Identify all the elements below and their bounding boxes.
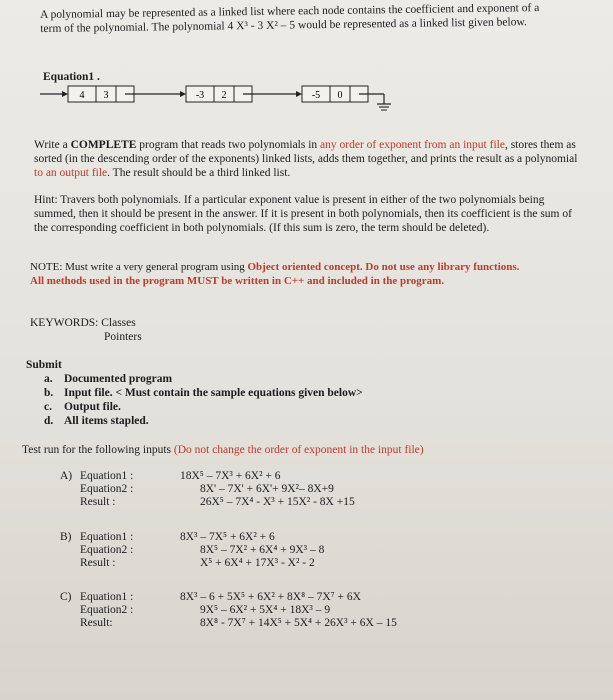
case-c-eq2: 9X⁵ – 6X² + 5X⁴ + 18X³ – 9	[200, 604, 331, 616]
test-case-a: A) Equation1 : 18X⁵ – 7X³ + 6X² + 6 Equation2 : 8X' – 7X' + 6X'+ 9X²– 8X+9 Result : 26X⁵ – 7X⁴ - X³ + 15X² - 8X +15	[60, 470, 355, 508]
case-b-eq2: 8X⁵ – 7X² + 6X⁴ + 9X³ – 8	[200, 544, 325, 556]
test-run-note: (Do not change the order of exponent in the input file)	[173, 444, 424, 456]
note-bold-2: All methods used in the program MUST be written in C++ and included in the program.	[30, 275, 445, 287]
diagram-label: Equation1 .	[43, 71, 100, 83]
hint-paragraph: Hint: Travers both polynomials. If a particular exponent value is present in either of the two polynomials being summed, then it should be present in the answer. If it is present in both polynomials, then its coefficient is the sum of the corresponding coefficient in both polynomials. (If this sum is zero, the term should be deleted).	[34, 194, 572, 234]
case-c-result: 8X⁸ - 7X⁷ + 14X⁵ + 5X⁴ + 26X³ + 6X – 15	[200, 617, 397, 629]
note-prefix: NOTE: Must write a very general program using	[30, 261, 248, 273]
task-paragraph	[34, 138, 579, 180]
task-seg-output-file: to an output file	[34, 167, 108, 179]
task-seg-input-file: any order of exponent from an input file	[320, 139, 505, 151]
note-bold-1: Object oriented concept. Do not use any library functions.	[247, 261, 520, 273]
case-a-eq1: 18X⁵ – 7X³ + 6X² + 6	[180, 470, 281, 482]
task-seg-3: program that reads two polynomials in	[136, 139, 321, 151]
task-seg-1: Write a	[34, 139, 71, 151]
task-seg-complete: COMPLETE	[70, 139, 137, 151]
keywords-label: KEYWORDS: Classes	[30, 317, 136, 329]
node-1-coef: 4	[79, 90, 85, 101]
case-c-eq1: 8X³ – 6 + 5X⁵ + 6X² + 8X⁸ – 7X⁷ + 6X	[180, 591, 361, 603]
list-item: c. Output file.	[44, 401, 121, 413]
node-2-coef: -3	[195, 90, 205, 101]
test-case-c: C) Equation1 : 8X³ – 6 + 5X⁵ + 6X² + 8X⁸ – 7X⁷ + 6X Equation2 : 9X⁵ – 6X² + 5X⁴ + 18X³ – 9 Result: 8X⁸ - 7X⁷ + 14X⁵ + 5X⁴ + 26X³ + 6X – 15	[60, 591, 397, 629]
intro-line-2: term of the polynomial. The polynomial 4 X³ - 3 X² – 5 would be represented as a linked list given below.	[40, 16, 527, 35]
note-paragraph	[30, 260, 585, 288]
node-3-coef: -5	[311, 90, 321, 101]
list-node-2	[186, 86, 252, 102]
case-a-result: 26X⁵ – 7X⁴ - X³ + 15X² - 8X +15	[200, 496, 355, 508]
case-a-eq2: 8X' – 7X' + 6X'+ 9X²– 8X+9	[200, 483, 334, 495]
node-2-exp: 2	[221, 90, 227, 101]
case-b-result: X⁵ + 6X⁴ + 17X³ - X² - 2	[200, 557, 315, 569]
case-b-eq1: 8X³ – 7X⁵ + 6X² + 6	[180, 531, 275, 543]
linked-list-diagram	[40, 82, 420, 112]
intro-paragraph	[40, 0, 590, 36]
list-node-3	[302, 86, 368, 102]
submit-list	[44, 372, 363, 428]
test-run-heading	[22, 443, 582, 457]
test-run-intro: Test run for the following inputs	[22, 444, 174, 456]
list-item: b. Input file. < Must contain the sample equations given below>	[44, 387, 363, 399]
keywords-second: Pointers	[104, 331, 142, 343]
list-node-1	[68, 86, 134, 102]
task-seg-7: . The result should be a third linked list.	[107, 167, 291, 179]
task-seg-5: , stores them as sorted (in the descending order of the exponents) linked lists, adds them together, and prints the result as a polynomial	[34, 139, 578, 165]
intro-line-1: A polynomial may be represented as a linked list where each node contains the coefficient and exponent of a	[40, 2, 540, 21]
submit-title: Submit	[26, 359, 62, 371]
node-1-exp: 3	[103, 90, 109, 101]
node-3-exp: 0	[337, 90, 343, 101]
test-case-b: B) Equation1 : 8X³ – 7X⁵ + 6X² + 6 Equation2 : 8X⁵ – 7X² + 6X⁴ + 9X³ – 8 Result : X⁵ + 6X⁴ + 17X³ - X² - 2	[60, 531, 325, 569]
list-item: a. Documented program	[44, 373, 173, 385]
list-item: d. All items stapled.	[44, 415, 149, 427]
